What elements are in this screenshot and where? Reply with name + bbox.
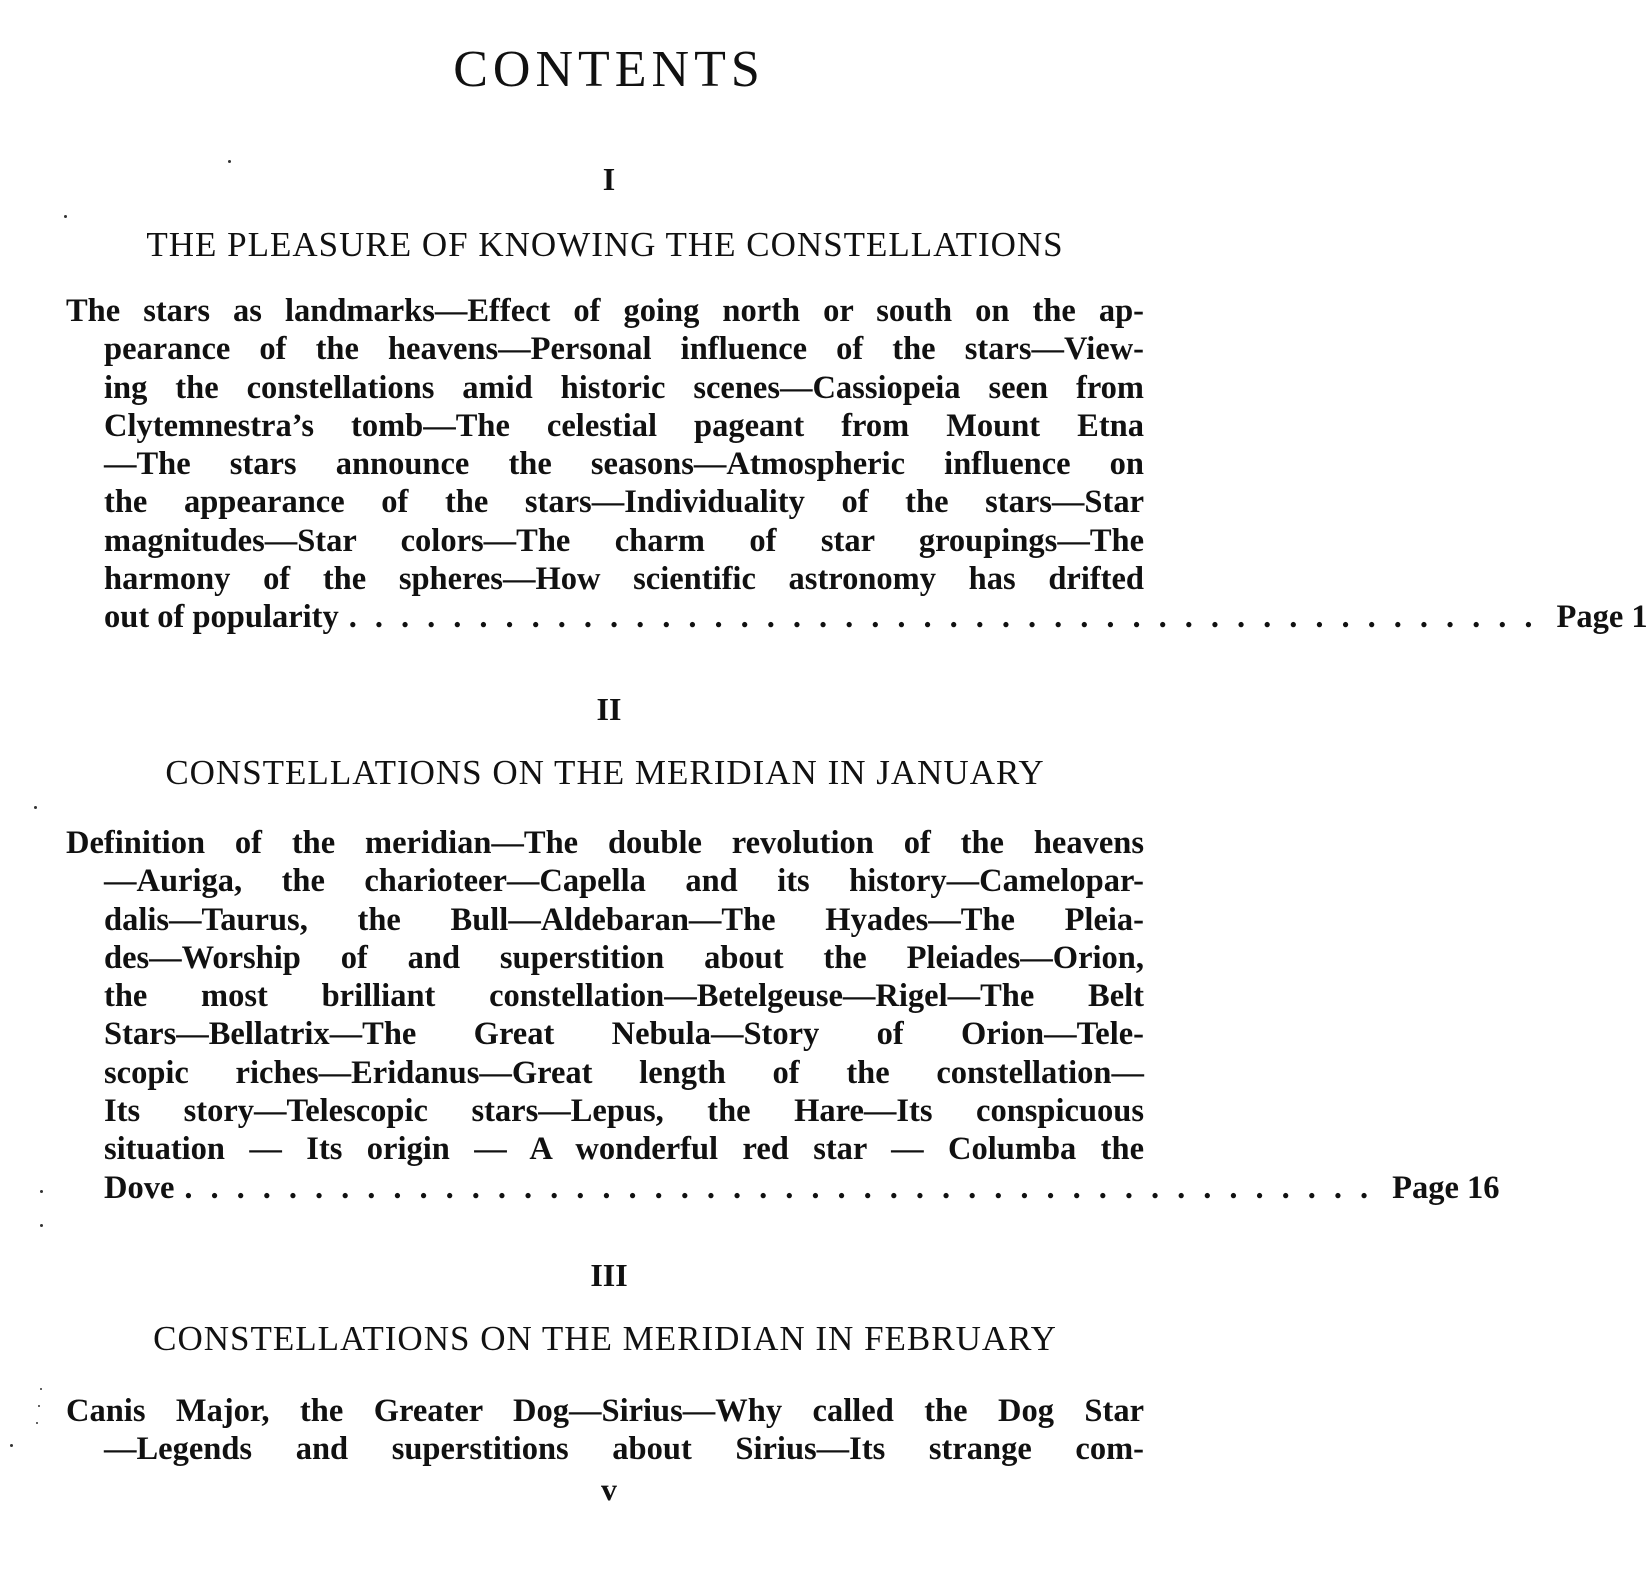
scan-speck bbox=[228, 160, 231, 163]
chapter-3-numeral: III bbox=[590, 1257, 628, 1293]
summary-line: dalis—Taurus, the Bull—Aldebaran—The Hyades—The Pleia- bbox=[104, 901, 1144, 938]
page-reference: Page 1 bbox=[1556, 599, 1648, 636]
summary-line: Stars—Bellatrix—The Great Nebula—Story of Orion—Tele- bbox=[104, 1016, 1144, 1053]
dot-leader: .............................................. bbox=[348, 599, 1551, 636]
page-title: CONTENTS bbox=[453, 41, 765, 98]
chapter-1-summary bbox=[66, 292, 1648, 637]
scan-speck bbox=[40, 1224, 43, 1227]
scan-speck bbox=[34, 806, 37, 809]
summary-line: pearance of the heavens—Personal influence of the stars—View- bbox=[104, 331, 1144, 368]
summary-line: magnitudes—Star colors—The charm of star groupings—The bbox=[104, 522, 1144, 559]
chapter-2-heading: CONSTELLATIONS ON THE MERIDIAN IN JANUARY bbox=[165, 753, 1045, 792]
chapter-1-numeral: I bbox=[602, 161, 616, 197]
summary-last-line bbox=[66, 1169, 1500, 1207]
summary-line: des—Worship of and superstition about the Pleiades—Orion, bbox=[104, 939, 1144, 976]
chapter-3-summary bbox=[66, 1392, 1144, 1469]
scan-speck bbox=[40, 1388, 42, 1390]
chapter-2-summary bbox=[66, 824, 1500, 1207]
summary-line: harmony of the spheres—How scientific astronomy has drifted bbox=[104, 561, 1144, 598]
scan-speck bbox=[10, 1444, 13, 1447]
summary-line: The stars as landmarks—Effect of going north or south on the ap- bbox=[66, 293, 1144, 329]
summary-line: Clytemnestra’s tomb—The celestial pageant from Mount Etna bbox=[104, 407, 1144, 444]
summary-line: the appearance of the stars—Individuality of the stars—Star bbox=[104, 484, 1144, 521]
summary-line: situation — Its origin — A wonderful red star — Columba the bbox=[104, 1131, 1144, 1168]
scan-speck bbox=[40, 1190, 43, 1193]
chapter-3-heading: CONSTELLATIONS ON THE MERIDIAN IN FEBRUARY bbox=[153, 1319, 1057, 1358]
dot-leader: .............................................. bbox=[184, 1169, 1387, 1206]
summary-line: Canis Major, the Greater Dog—Sirius—Why called the Dog Star bbox=[66, 1393, 1144, 1429]
scan-speck bbox=[38, 1405, 40, 1407]
summary-line: —Auriga, the charioteer—Capella and its history—Camelopar- bbox=[104, 863, 1144, 900]
summary-line: —Legends and superstitions about Sirius—Its strange com- bbox=[104, 1431, 1144, 1468]
summary-line-end: Dove bbox=[104, 1169, 175, 1206]
page-folio: v bbox=[601, 1471, 617, 1507]
summary-line: Definition of the meridian—The double revolution of the heavens bbox=[66, 825, 1144, 861]
scan-speck bbox=[64, 215, 67, 218]
chapter-2-numeral: II bbox=[596, 691, 622, 727]
summary-line-end: out of popularity bbox=[104, 599, 339, 636]
summary-last-line bbox=[66, 598, 1648, 636]
summary-line: —The stars announce the seasons—Atmospheric influence on bbox=[104, 446, 1144, 483]
summary-line: the most brilliant constellation—Betelgeuse—Rigel—The Belt bbox=[104, 978, 1144, 1015]
page-reference: Page 16 bbox=[1392, 1169, 1500, 1206]
summary-line: ing the constellations amid historic scenes—Cassiopeia seen from bbox=[104, 369, 1144, 406]
summary-line: scopic riches—Eridanus—Great length of the constellation— bbox=[104, 1054, 1144, 1091]
summary-line: Its story—Telescopic stars—Lepus, the Hare—Its conspicuous bbox=[104, 1093, 1144, 1130]
scan-speck bbox=[36, 1422, 38, 1424]
chapter-1-heading: THE PLEASURE OF KNOWING THE CONSTELLATIONS bbox=[146, 225, 1064, 264]
